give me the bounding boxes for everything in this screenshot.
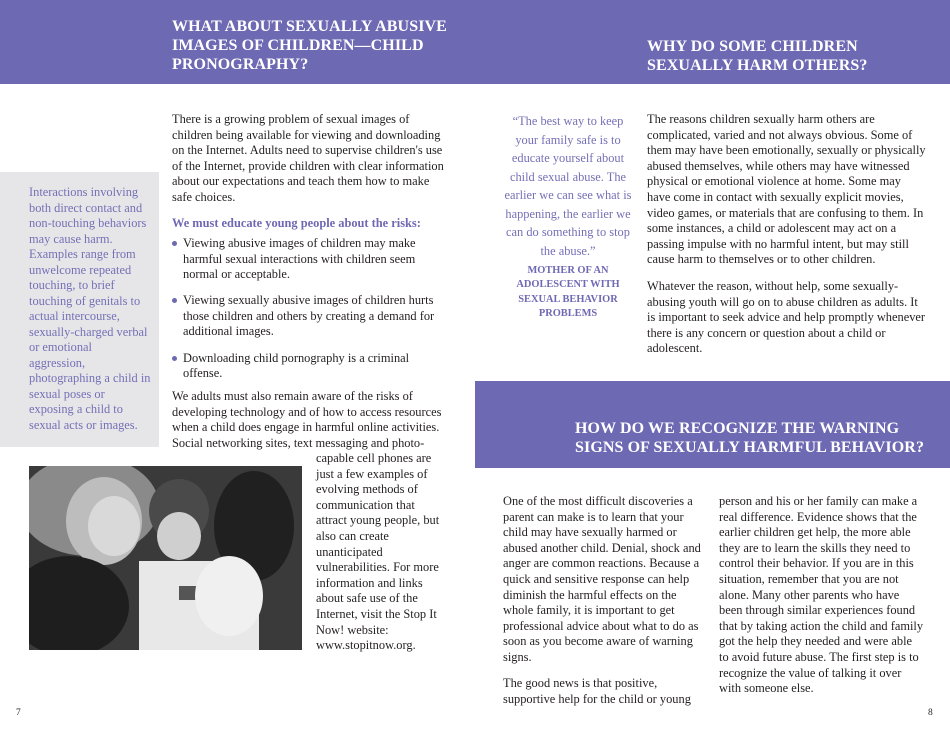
bullet-icon	[172, 241, 177, 246]
bullet-icon	[172, 298, 177, 303]
whatever-paragraph: Whatever the reason, without help, some sexually-abusing youth will go on to abuse children as adults. It is important to seek advice and help promptly whenever there is any concern or question about a child or adolescent.	[647, 279, 926, 356]
sidebar-callout: Interactions involving both direct contact and non-touching behaviors may cause harm. Examples range from unwelcome repeated touching, to brief touching of genitals to actual intercourse, sexually-charged verbal or emotional aggression, photographing a child in sexual poses or exposing a child to sexual acts or images.	[29, 185, 151, 432]
risks-list	[172, 236, 448, 392]
photo-illustration	[29, 466, 302, 650]
warning-heading: HOW DO WE RECOGNIZE THE WARNING SIGNS OF SEXUALLY HARMFUL BEHAVIOR?	[575, 420, 925, 456]
page-number-right: 8	[928, 708, 933, 718]
person-paragraph: person and his or her family can make a real difference. Evidence shows that the earlier children get help, the more able they are to learn the skills they need to control their behavior. If you are in this situation, remember that you are not alone. Many other parents who have been through similar experiences found that by taking action the child and family got the help they needed and were able to avoid future abuse. The first step is to recognize the value of talking it over with someone else.	[719, 494, 924, 696]
intro-paragraph: There is a growing problem of sexual images of children being available for viewing and downloading on the Internet. Adults need to supervise children's use of the Internet, provide children with clear information about our expectations and teach them how to make safe choices.	[172, 112, 444, 204]
difficult-paragraph: One of the most difficult discoveries a parent can make is to learn that your child may have sexually harmed or abused another child. Denial, shock and anger are common reactions. Because a quick and sensitive response can help diminish the harmful effects on the whole family, it is important to get professional advice about what to do as soon as you become aware of warning signs.	[503, 494, 701, 664]
teens-photo	[29, 466, 302, 650]
wrap-paragraph: capable cell phones are just a few examples of evolving methods of communication that attract young people, but also can create unanticipated vulnerabilities. For more information and links about safe use of the Internet, visit the Stop It Now! website: www.stopitnow.org.	[316, 451, 440, 653]
right-page-heading: WHY DO SOME CHILDREN SEXUALLY HARM OTHERS?	[647, 38, 868, 74]
adults-paragraph: We adults must also remain aware of the risks of developing technology and of how to access resources when a child does engage in harmful online activities. Social networking sites, text messaging and photo-	[172, 389, 442, 450]
reasons-paragraph: The reasons children sexually harm others are complicated, varied and not always obvious. Some of them may have been emotionally, sexually or physically abused themselves, while others may have witnessed physical or emotional violence at home. Some may have come in contact with sexually explicit movies, video games, or materials that are confusing to them. In some instances, a child or adolescent may act on a passing impulse with no harmful intent, but may still cause harm to themselves or to other children.	[647, 112, 926, 267]
good-news-paragraph: The good news is that positive, supportive help for the child or young	[503, 676, 691, 706]
page-number-left: 7	[16, 708, 21, 718]
bullet-icon	[172, 356, 177, 361]
quote-attribution: MOTHER OF AN ADOLESCENT WITH SEXUAL BEHAVIOR PROBLEMS	[516, 265, 620, 320]
risks-subhead: We must educate young people about the risks:	[172, 216, 421, 230]
list-item: Viewing abusive images of children may make harmful sexual interactions with children seem normal or acceptable.	[172, 236, 448, 283]
pull-quote: “The best way to keep your family safe is to educate yourself about child sexual abuse. The earlier we can see what is happening, the earlier we can do something to stop the abuse.”	[504, 114, 632, 258]
list-item: Viewing sexually abusive images of children hurts those children and others by creating a demand for additional images.	[172, 293, 448, 340]
list-item: Downloading child pornography is a criminal offense.	[172, 351, 448, 382]
left-page-heading: WHAT ABOUT SEXUALLY ABUSIVE IMAGES OF CHILDREN—CHILD PRONOGRAPHY?	[172, 18, 447, 73]
